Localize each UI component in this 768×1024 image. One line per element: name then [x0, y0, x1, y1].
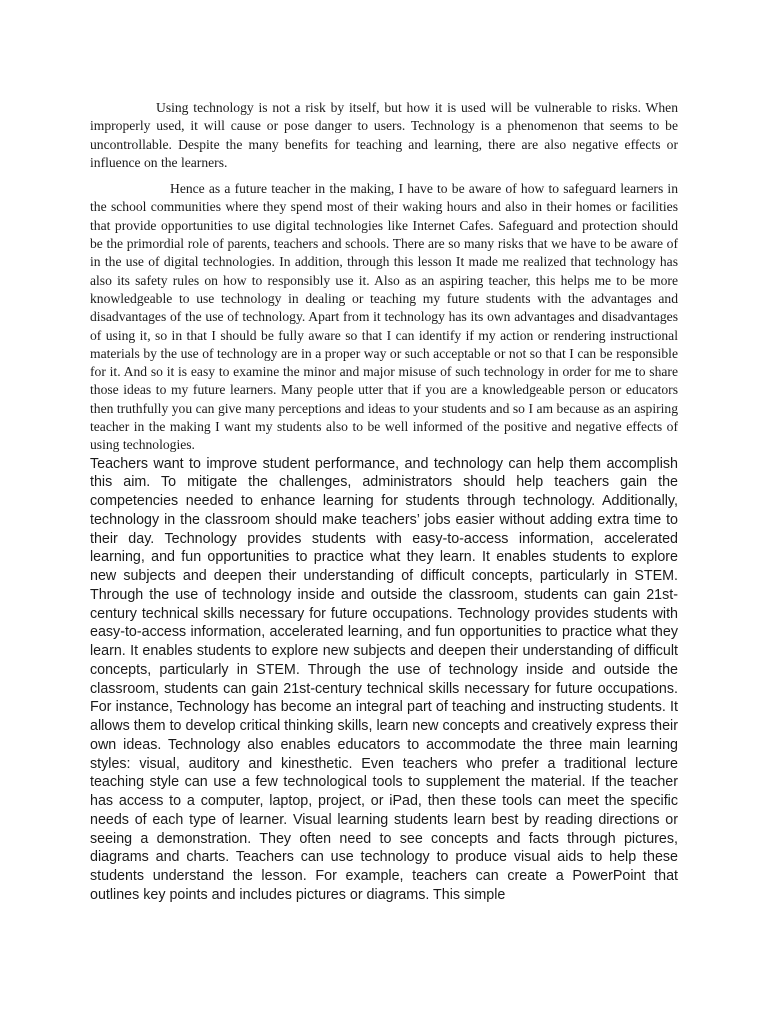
- document-page: [90, 99, 678, 905]
- paragraph-student-performance: Teachers want to improve student performance, and technology can help them accomplish this aim. To mitigate the challenges, administrators should help teachers gain the competencies needed to enhance learning for students through technology. Additionally, technology in the classroom should make teachers’ jobs easier without adding extra time to their day. Technology provides students with easy-to-access information, accelerated learning, and fun opportunities to practice what they learn. It enables students to explore new subjects and deepen their understanding of difficult concepts, particularly in STEM. Through the use of technology inside and outside the classroom, students can gain 21st-century technical skills necessary for future occupations. Technology provides students with easy-to-access information, accelerated learning, and fun opportunities to practice what they learn. It enables students to explore new subjects and deepen their understanding of difficult concepts, particularly in STEM. Through the use of technology inside and outside the classroom, students can gain 21st-century technical skills necessary for future occupations. For instance, Technology has become an integral part of teaching and instructing students. It allows them to develop critical thinking skills, learn new concepts and creatively express their own ideas. Technology also enables educators to accommodate the three main learning styles: visual, auditory and kinesthetic. Even teachers who prefer a traditional lecture teaching style can use a few technological tools to supplement the material. If the teacher has access to a computer, laptop, project, or iPad, then these tools can meet the specific needs of each type of learner. Visual learning students learn best by reading directions or seeing a demonstration. They often need to see concepts and facts through pictures, diagrams and charts. Teachers can use technology to produce visual aids to help these students understand the lesson. For example, teachers can create a PowerPoint that outlines key points and includes pictures or diagrams. This simple: [90, 455, 678, 903]
- paragraph-future-teacher: Hence as a future teacher in the making, I have to be aware of how to safeguard learners in the school communities where they spend most of their waking hours and also in their homes or facilities that provide opportunities to use digital technologies like Internet Cafes. Safeguard and protection should be the primordial role of parents, teachers and schools. There are so many risks that we have to be aware of in the use of digital technologies. In addition, through this lesson It made me realized that technology has also its safety rules on how to responsibly use it. Also as an aspiring teacher, this helps me to be more knowledgeable to use technology in dealing or teaching my future students with the advantages and disadvantages of the use of technology. Apart from it technology has its own advantages and disadvantages of using it, so in that I should be fully aware so that I can identify if my action or rendering instructional materials by the use of technology are in a proper way or such acceptable or not so that I can be responsible for it. And so it is easy to examine the minor and major misuse of such technology in order for me to share those ideas to my future learners. Many people utter that if you are a knowledgeable person or educators then truthfully you can give many perceptions and ideas to your students and so I am because as an aspiring teacher in the making I want my students also to be well informed of the positive and negative effects of using technologies.: [90, 181, 678, 453]
- paragraph-technology-risks: Using technology is not a risk by itself, but how it is used will be vulnerable to risks. When improperly used, it will cause or pose danger to users. Technology is a phenomenon that seems to be uncontrollable. Despite the many benefits for teaching and learning, there are also negative effects or influence on the learners.: [90, 100, 678, 170]
